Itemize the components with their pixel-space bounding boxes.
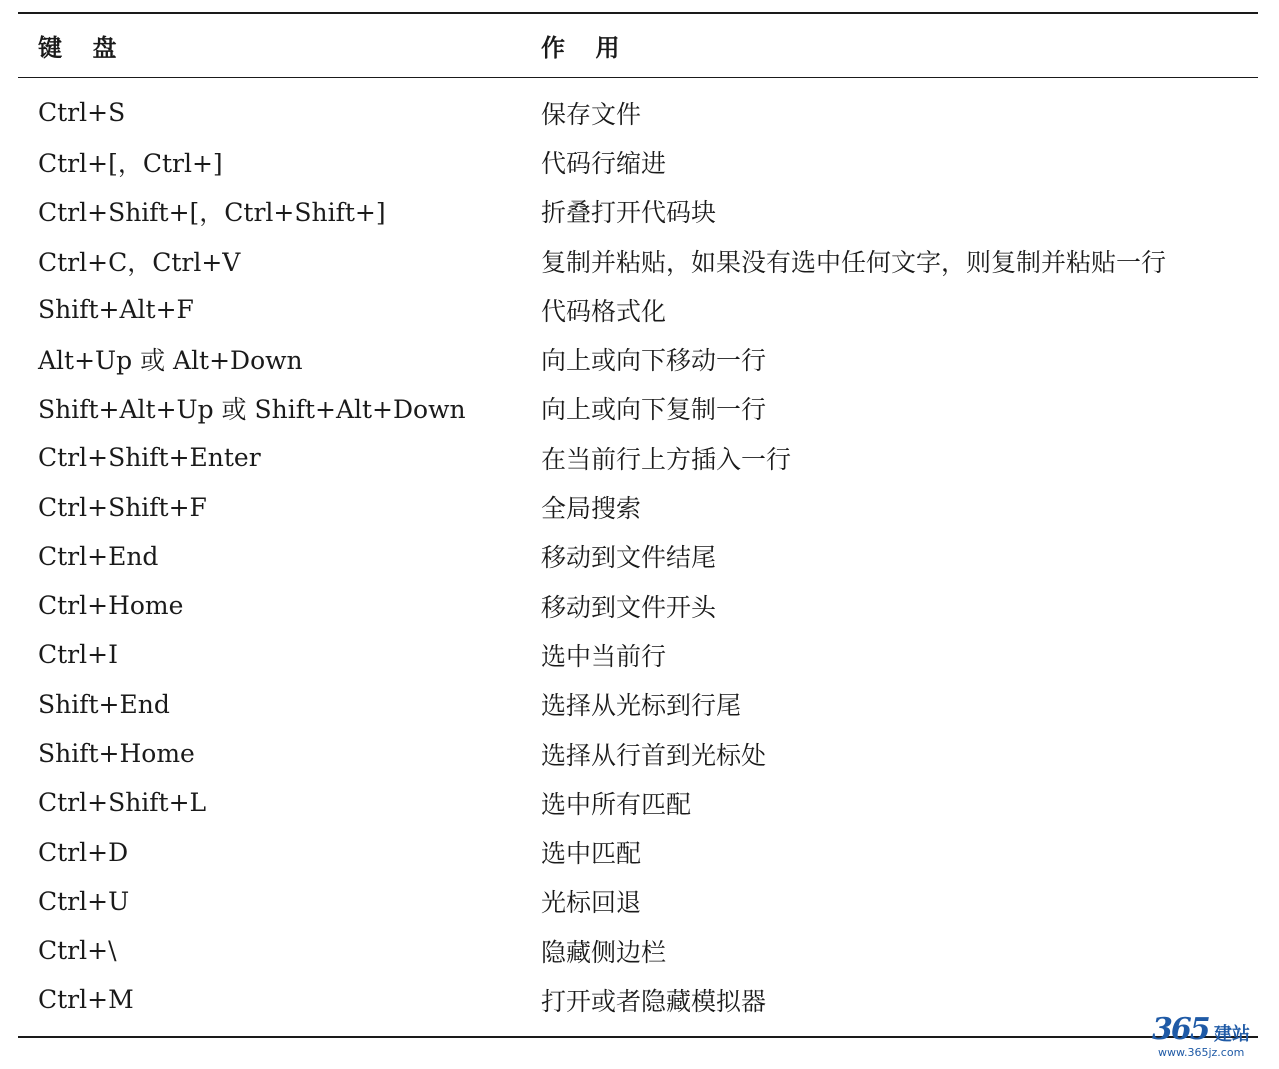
table-row	[18, 827, 1258, 876]
shortcut-function: 选择从行首到光标处	[541, 740, 767, 770]
watermark-logo-number: 365	[1152, 1012, 1209, 1047]
shortcut-key: Ctrl+D	[38, 837, 129, 867]
shortcut-key: Ctrl+\	[38, 936, 117, 966]
table-row	[18, 926, 1258, 975]
shortcut-function: 选中当前行	[541, 641, 667, 671]
table-row	[18, 433, 1258, 482]
table-row	[18, 680, 1258, 729]
table-row	[18, 334, 1258, 383]
shortcut-key: Shift+End	[38, 689, 170, 719]
shortcut-key: Ctrl+S	[38, 98, 126, 128]
header-function-char-2: 用	[595, 34, 620, 62]
shortcut-function: 全局搜索	[541, 494, 642, 524]
shortcut-function: 移动到文件结尾	[541, 543, 717, 573]
shortcut-key: Ctrl+U	[38, 886, 130, 916]
shortcut-key: Ctrl+Shift+F	[38, 492, 207, 522]
table-row	[18, 482, 1258, 531]
shortcut-function: 选中匹配	[541, 839, 642, 869]
shortcut-function: 移动到文件开头	[541, 592, 717, 622]
shortcut-key: Ctrl+Shift+[，Ctrl+Shift+]	[38, 198, 386, 228]
shortcut-key: Ctrl+Shift+Enter	[38, 443, 261, 473]
table-row	[18, 581, 1258, 630]
header-keyboard-char-2: 盘	[92, 34, 117, 62]
shortcut-function: 选中所有匹配	[541, 789, 692, 819]
table-row	[18, 975, 1258, 1024]
shortcut-key: Ctrl+M	[38, 985, 134, 1015]
header-keyboard	[18, 28, 523, 63]
table-row	[18, 137, 1258, 186]
table-row	[18, 630, 1258, 679]
watermark-logo	[1152, 1012, 1274, 1064]
shortcut-function: 选择从光标到行尾	[541, 691, 742, 721]
watermark-url: www.365jz.com	[1158, 1046, 1245, 1059]
table-row	[18, 778, 1258, 827]
shortcut-key: Shift+Home	[38, 739, 195, 768]
table-row	[18, 384, 1258, 433]
table-bottom-rule	[18, 1036, 1258, 1038]
table-body	[18, 78, 1258, 1025]
table-row	[18, 729, 1258, 778]
table-row	[18, 877, 1258, 926]
shortcut-key: Ctrl+[，Ctrl+]	[38, 148, 223, 178]
shortcut-function: 在当前行上方插入一行	[541, 444, 792, 474]
shortcut-key: Ctrl+End	[38, 541, 159, 571]
shortcut-table	[18, 12, 1258, 1025]
shortcut-key: Ctrl+I	[38, 640, 118, 670]
shortcut-key: Ctrl+Shift+L	[38, 788, 207, 818]
shortcut-key: Shift+Alt+Up 或 Shift+Alt+Down	[38, 395, 466, 425]
table-row	[18, 285, 1258, 334]
shortcut-key: Ctrl+Home	[38, 591, 184, 621]
shortcut-function: 代码格式化	[541, 296, 667, 326]
header-keyboard-char-1: 键	[38, 34, 63, 62]
watermark-logo-text: 建站	[1214, 1024, 1250, 1045]
shortcut-function: 代码行缩进	[541, 148, 667, 178]
shortcut-function: 光标回退	[541, 888, 642, 918]
header-function	[523, 28, 620, 63]
shortcut-function: 隐藏侧边栏	[541, 937, 667, 967]
table-row	[18, 88, 1258, 137]
shortcut-key: Ctrl+C，Ctrl+V	[38, 247, 241, 277]
table-row	[18, 532, 1258, 581]
shortcut-function: 打开或者隐藏模拟器	[541, 986, 767, 1016]
table-header-row	[18, 14, 1258, 77]
table-row	[18, 187, 1258, 236]
header-function-char-1: 作	[541, 34, 566, 62]
shortcut-key: Shift+Alt+F	[38, 295, 194, 325]
table-row	[18, 236, 1258, 285]
shortcut-key: Alt+Up 或 Alt+Down	[38, 346, 303, 376]
shortcut-function: 复制并粘贴，如果没有选中任何文字，则复制并粘贴一行	[541, 247, 1167, 277]
shortcut-function: 保存文件	[541, 99, 642, 129]
shortcut-function: 向上或向下移动一行	[541, 346, 767, 376]
shortcut-function: 向上或向下复制一行	[541, 395, 767, 425]
shortcut-function: 折叠打开代码块	[541, 198, 717, 228]
